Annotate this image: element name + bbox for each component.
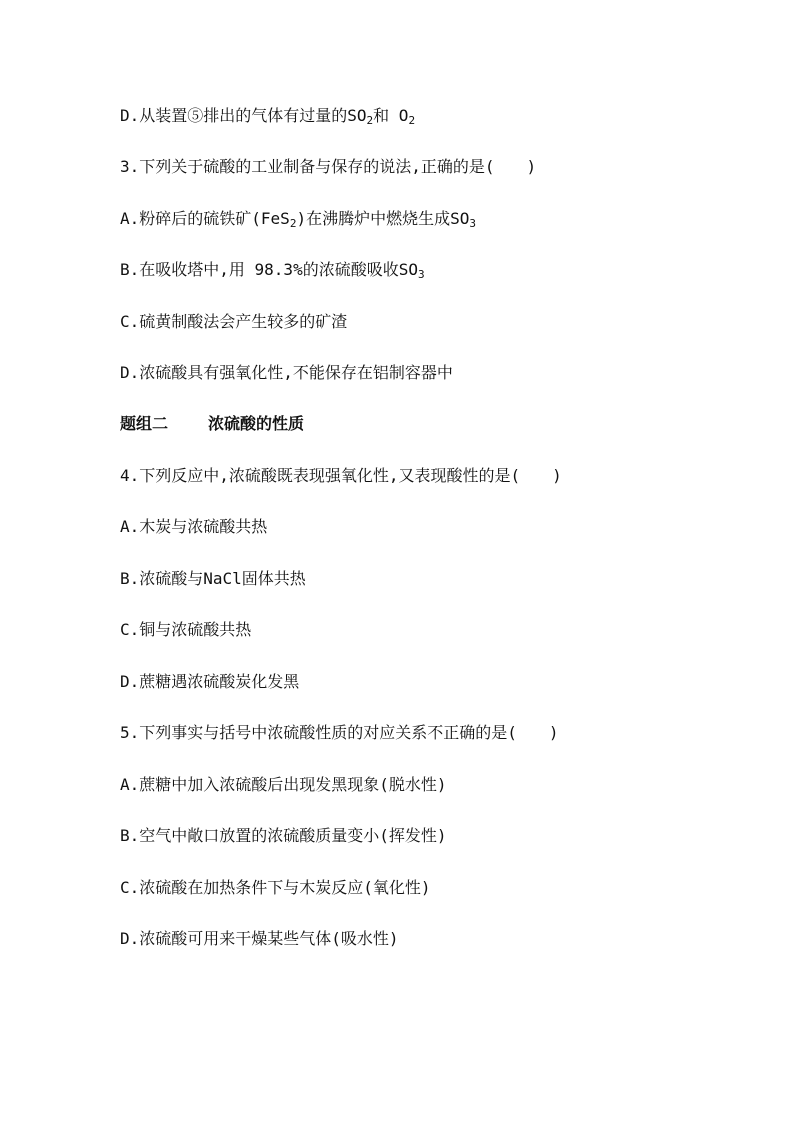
option-text: A.粉碎后的硫铁矿(FeS — [120, 209, 290, 228]
question-3-option-c: C.硫黄制酸法会产生较多的矿渣 — [120, 312, 348, 331]
question-4-option-d: D.蔗糖遇浓硫酸炭化发黑 — [120, 672, 300, 691]
question-5-option-c: C.浓硫酸在加热条件下与木炭反应(氧化性) — [120, 878, 431, 897]
question-5-option-a: A.蔗糖中加入浓硫酸后出现发黑现象(脱水性) — [120, 775, 447, 794]
question-3-option-b — [120, 260, 425, 280]
subscript: 2 — [289, 217, 297, 230]
question-5-stem: 5.下列事实与括号中浓硫酸性质的对应关系不正确的是( ) — [120, 723, 559, 742]
subscript: 3 — [417, 268, 425, 281]
question-4-stem: 4.下列反应中,浓硫酸既表现强氧化性,又表现酸性的是( ) — [120, 466, 562, 485]
question-5-option-b: B.空气中敞口放置的浓硫酸质量变小(挥发性) — [120, 826, 447, 845]
question-3-option-d: D.浓硫酸具有强氧化性,不能保存在铝制容器中 — [120, 363, 453, 382]
option-text: )在沸腾炉中燃烧生成SO — [296, 209, 470, 228]
question-3-option-a — [120, 209, 476, 229]
question-4-option-b: B.浓硫酸与NaCl固体共热 — [120, 569, 306, 588]
option-text: 和 O — [373, 106, 409, 125]
option-text: D.从装置⑤排出的气体有过量的SO — [120, 106, 367, 125]
question-5-option-d: D.浓硫酸可用来干燥某些气体(吸水性) — [120, 929, 399, 948]
question-2-option-d — [120, 106, 415, 126]
subscript: 2 — [366, 114, 374, 127]
question-4-option-a: A.木炭与浓硫酸共热 — [120, 517, 268, 536]
option-text: B.在吸收塔中,用 98.3%的浓硫酸吸收SO — [120, 260, 418, 279]
subscript: 2 — [408, 114, 416, 127]
subscript: 3 — [469, 217, 476, 230]
question-4-option-c: C.铜与浓硫酸共热 — [120, 620, 252, 639]
section-heading — [120, 414, 304, 434]
section-title: 浓硫酸的性质 — [208, 414, 305, 433]
section-label: 题组二 — [120, 414, 169, 433]
question-3-stem: 3.下列关于硫酸的工业制备与保存的说法,正确的是( ) — [120, 157, 537, 176]
